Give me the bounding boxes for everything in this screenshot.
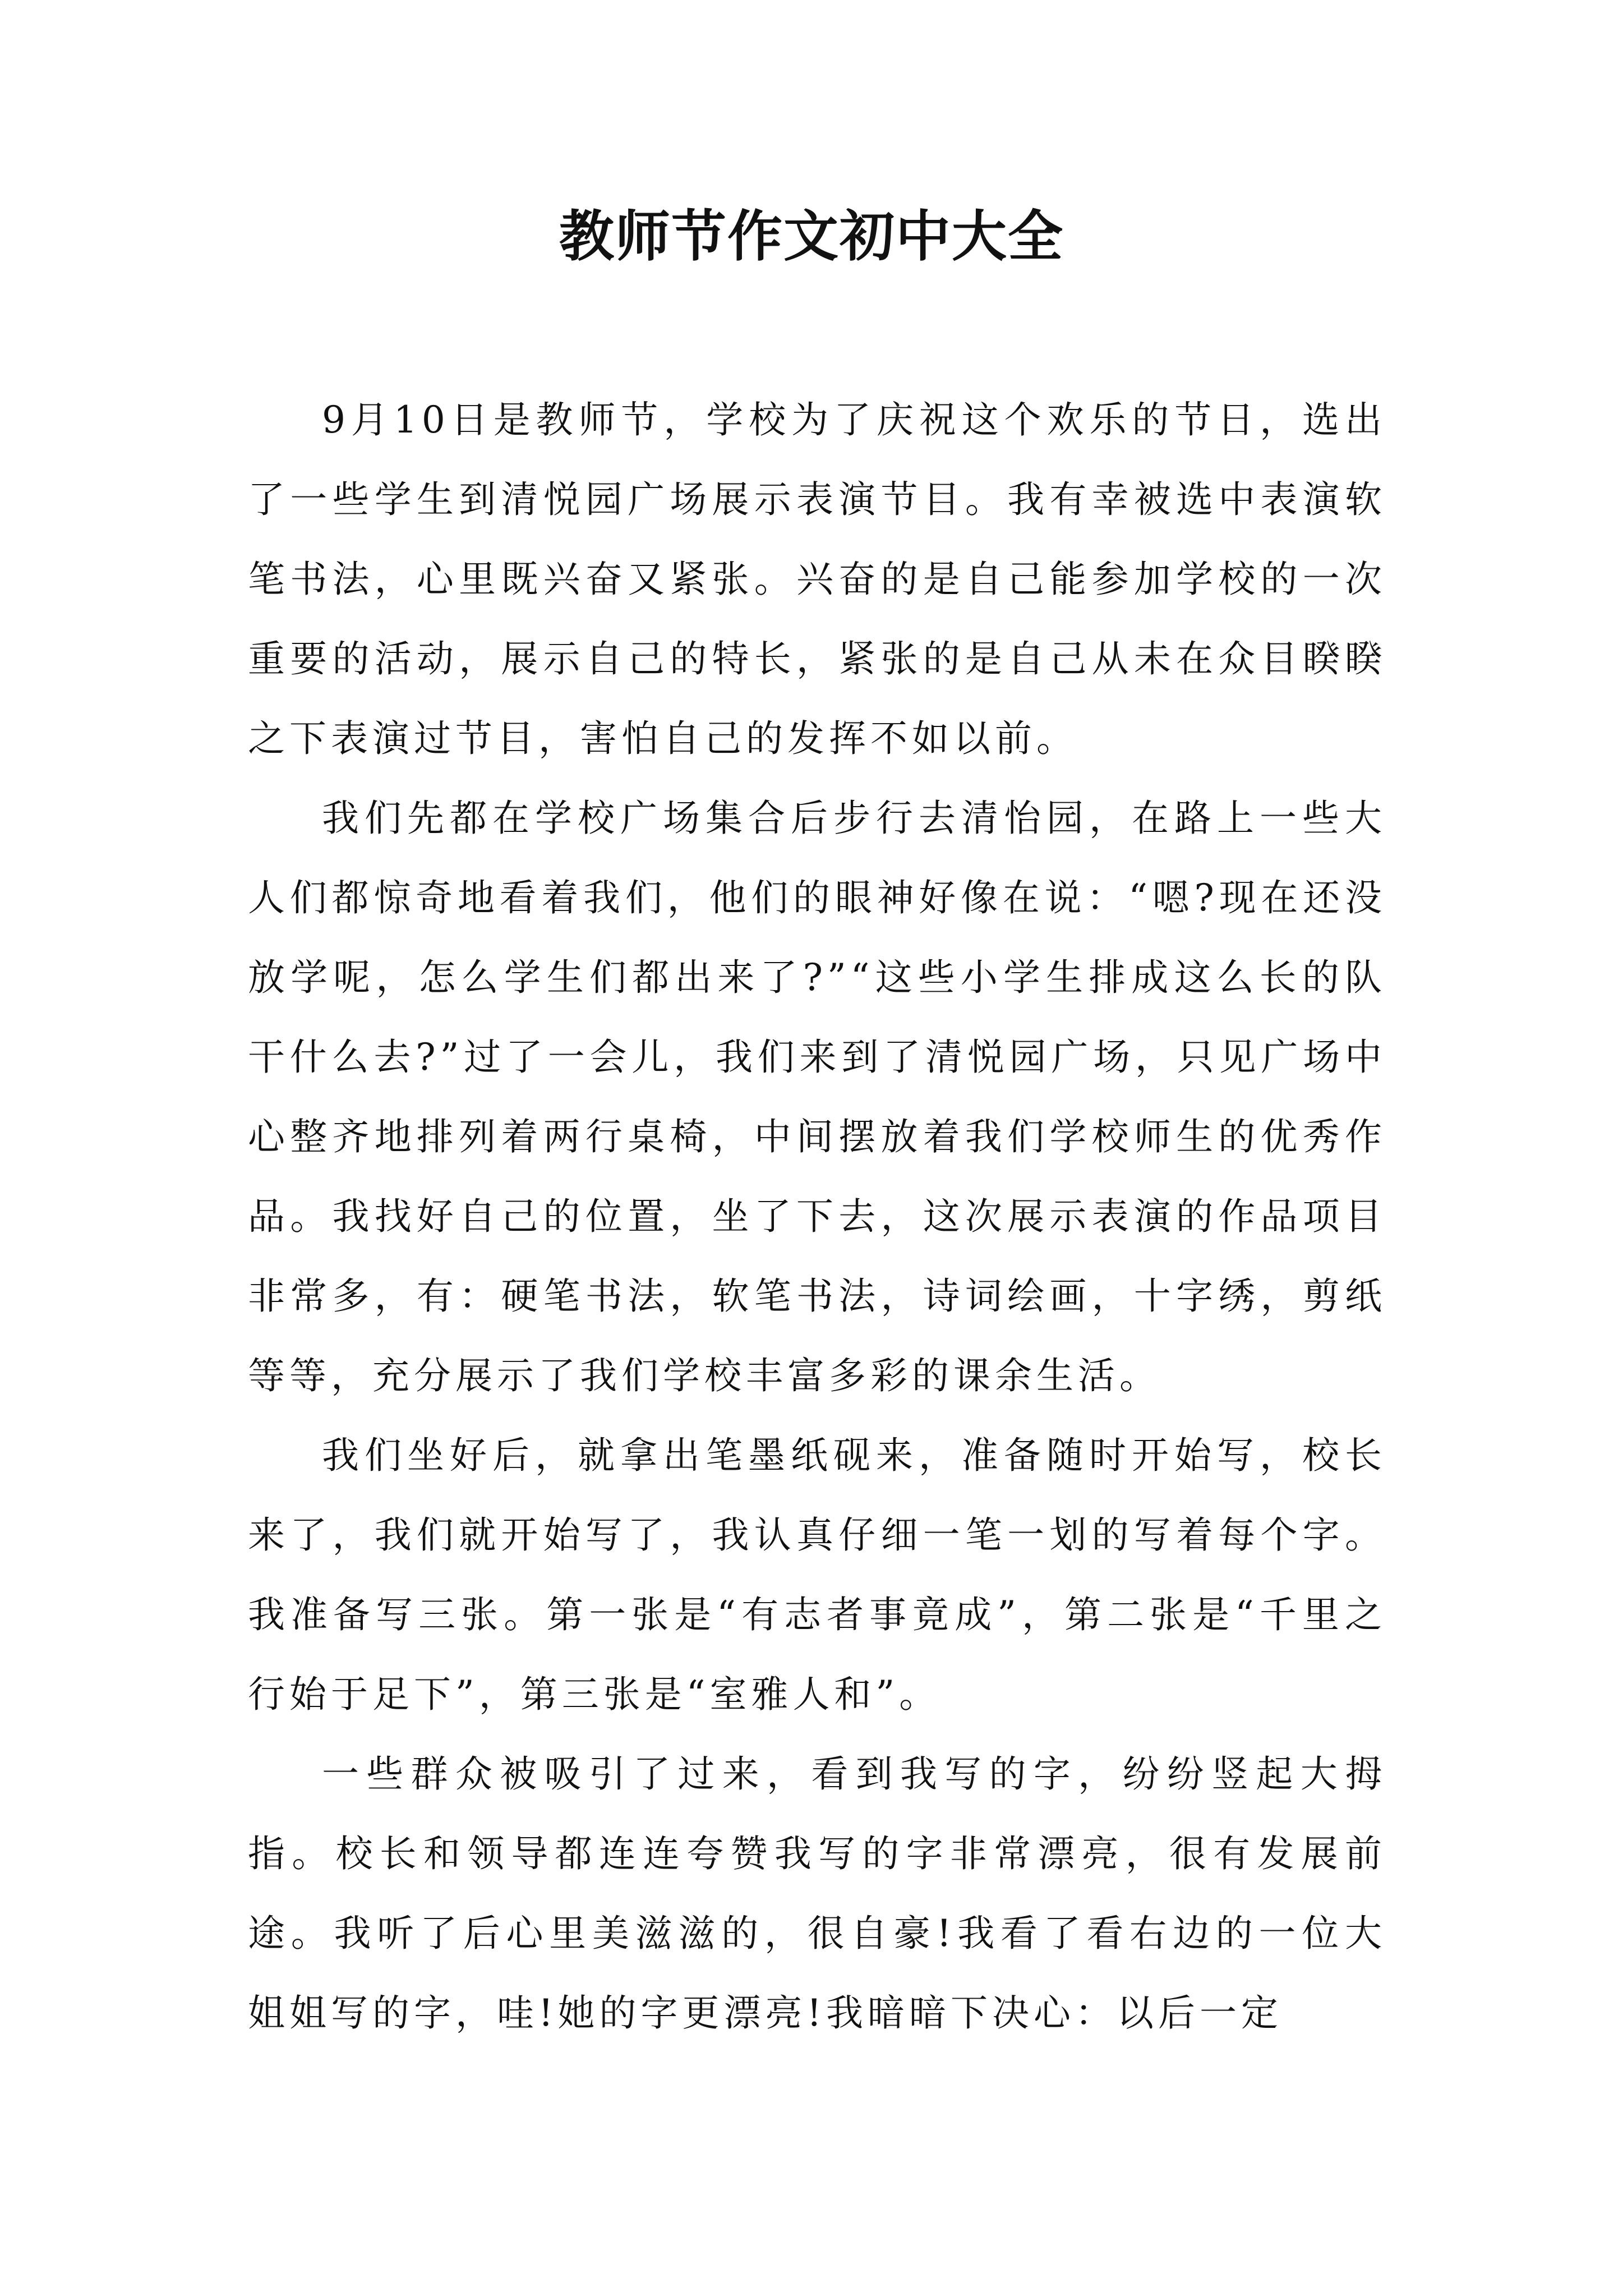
- paragraph-1: 9月10日是教师节，学校为了庆祝这个欢乐的节日，选出了一些学生到清悦园广场展示表演节目。我有幸被选中表演软笔书法，心里既兴奋又紧张。兴奋的是自己能参加学校的一次重要的活动，展示自己的特长，紧张的是自己从未在众目睽睽之下表演过节目，害怕自己的发挥不如以前。: [248, 398, 1386, 760]
- paragraph-3: 我们坐好后，就拿出笔墨纸砚来，准备随时开始写，校长来了，我们就开始写了，我认真仔细一笔一划的写着每个字。我准备写三张。第一张是“有志者事竟成”，第二张是“千里之行始于足下”，第三张是“室雅人和”。: [248, 1434, 1386, 1716]
- document-title: 教师节作文初中大全: [559, 204, 1064, 269]
- document-body: [248, 380, 1386, 2053]
- paragraph-4: 一些群众被吸引了过来，看到我写的字，纷纷竖起大拇指。校长和领导都连连夸赞我写的字非常漂亮，很有发展前途。我听了后心里美滋滋的，很自豪!我看了看右边的一位大姐姐写的字，哇!她的字更漂亮!我暗暗下决心：以后一定: [248, 1752, 1386, 2035]
- paragraph-2: 我们先都在学校广场集合后步行去清怡园，在路上一些大人们都惊奇地看着我们，他们的眼神好像在说：“嗯?现在还没放学呢，怎么学生们都出来了?”“这些小学生排成这么长的队干什么去?”过了一会儿，我们来到了清悦园广场，只见广场中心整齐地排列着两行桌椅，中间摆放着我们学校师生的优秀作品。我找好自己的位置，坐了下去，这次展示表演的作品项目非常多，有：硬笔书法，软笔书法，诗词绘画，十字绣，剪纸等等，充分展示了我们学校丰富多彩的课余生活。: [248, 797, 1386, 1397]
